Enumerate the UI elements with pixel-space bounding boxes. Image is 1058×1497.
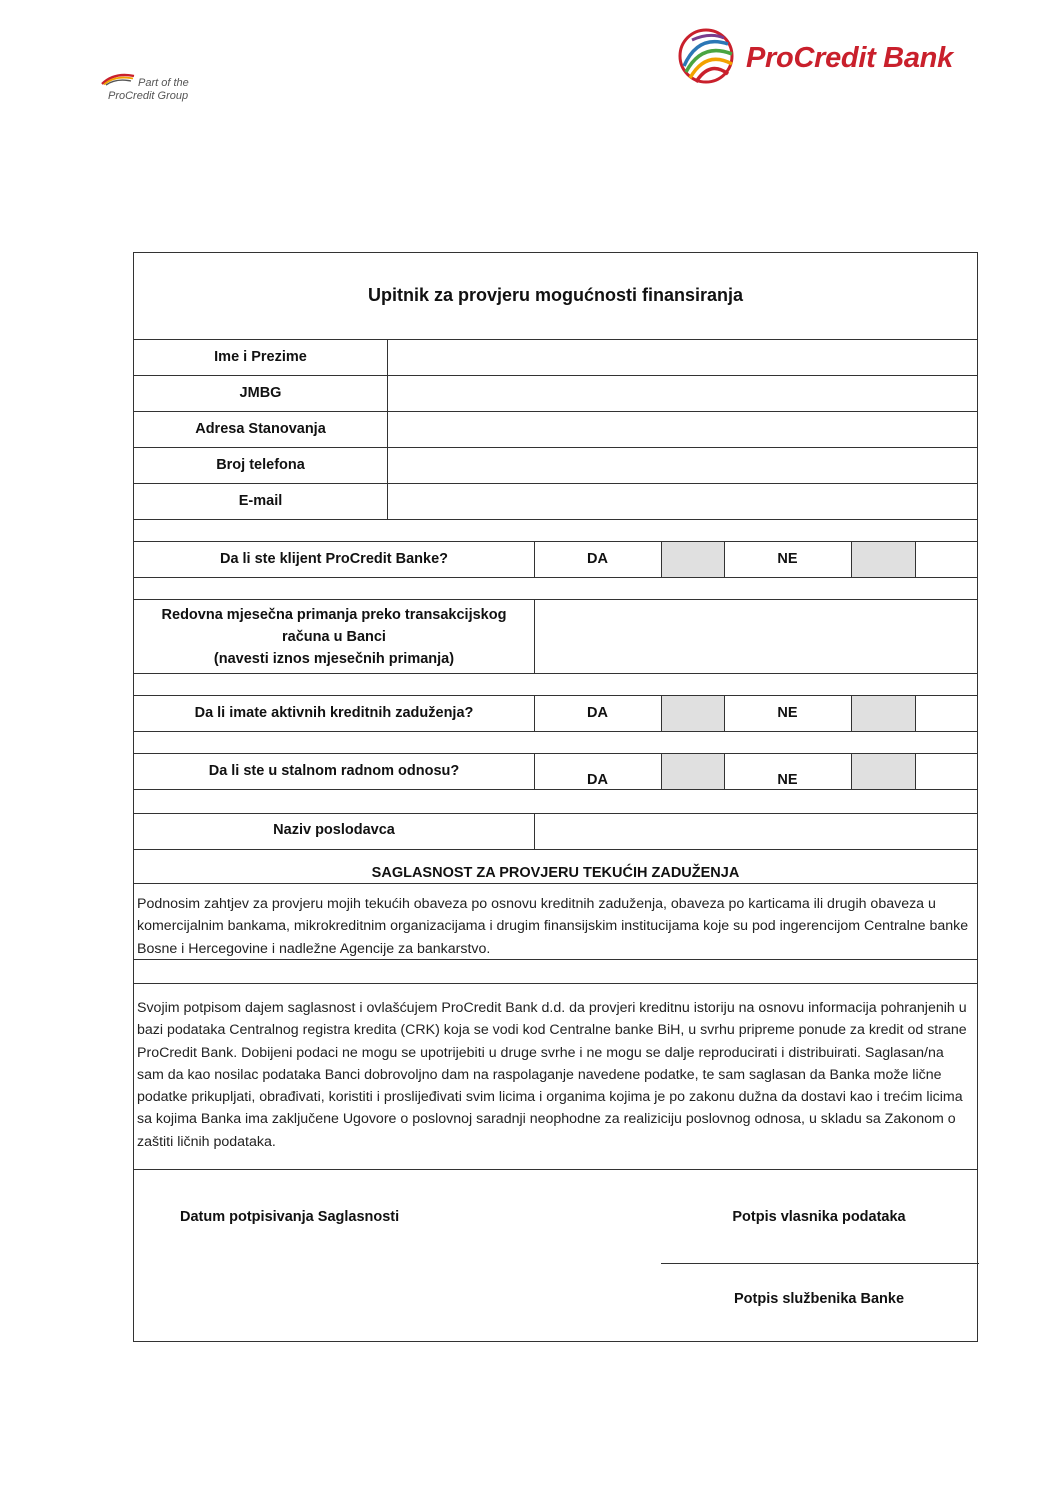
label-address: Adresa Stanovanja (195, 421, 326, 437)
bank-globe-icon (676, 26, 740, 86)
income-input[interactable] (536, 601, 977, 672)
group-tagline-line2: ProCredit Group (108, 90, 189, 102)
address-input[interactable] (389, 413, 977, 446)
income-label-line2: računa u Banci (282, 629, 386, 645)
label-email: E-mail (238, 493, 283, 509)
bank-name: ProCredit Bank (746, 42, 953, 74)
officer-signature-label: Potpis službenika Banke (733, 1291, 905, 1307)
signature-date-field[interactable] (174, 1233, 474, 1293)
employment-no-checkbox[interactable] (852, 754, 915, 789)
group-tagline-line1: Part of the (138, 77, 189, 89)
income-label-line3: (navesti iznos mjesečnih primanja) (213, 651, 455, 667)
employment-yes-checkbox[interactable] (662, 754, 724, 789)
phone-input[interactable] (389, 449, 977, 482)
employment-yes-label: DA (587, 772, 608, 788)
client-yes-label: DA (587, 551, 608, 567)
label-jmbg: JMBG (239, 385, 282, 401)
question-loans: Da li imate aktivnih kreditnih zaduženja? (194, 705, 474, 721)
consent-title: SAGLASNOST ZA PROVJERU TEKUĆIH ZADUŽENJA (371, 865, 740, 881)
owner-signature-line[interactable] (661, 1263, 979, 1264)
client-no-label: NE (777, 551, 798, 567)
loans-no-checkbox[interactable] (852, 696, 915, 731)
label-name: Ime i Prezime (214, 349, 307, 365)
form-title: Upitnik za provjeru mogućnosti finansiranja (367, 285, 744, 305)
procredit-group-logo (100, 72, 210, 106)
name-input[interactable] (389, 341, 977, 374)
income-label-line1: Redovna mjesečna primanja preko transakcijskog (161, 607, 507, 623)
label-phone: Broj telefona (216, 457, 305, 473)
client-yes-checkbox[interactable] (662, 542, 724, 577)
consent-paragraph-1: Podnosim zahtjev za provjeru mojih tekućih obaveza po osnovu kreditnih zaduženja, obaveza po karticama ili drugih obaveza u komercijalnim bankama, mikrokreditnim organizacijama i drugim finansijskim institucijama koje su pod ingerencijom Centralne banke Bosne i Hercegovine i nadležne Agencije za bankarstvo. (137, 896, 969, 957)
loans-yes-label: DA (587, 705, 608, 721)
email-input[interactable] (389, 485, 977, 518)
employer-input[interactable] (536, 815, 977, 848)
procredit-bank-logo (676, 26, 956, 86)
client-no-checkbox[interactable] (852, 542, 915, 577)
label-employer: Naziv poslodavca (273, 822, 395, 838)
consent-paragraph-2: Svojim potpisom dajem saglasnost i ovlašćujem ProCredit Bank d.d. da provjeri kreditnu istoriju na osnovu informacija pohranjenih u bazi podataka Centralnog registra kredita (CRK) koja se vodi kod Centralne banke BiH, u svrhu pripreme ponude za kredit od strane ProCredit Bank. Dobijeni podaci ne mogu se upotrijebiti u druge svrhe i ne mogu se dalje reproducirati i distribuirati. Saglasan/na sam da kao nosilac podataka Banci dobrovoljno dam na raspolaganje navedene podatke, te sam saglasan da Banka može lične podatke prikupljati, obrađivati, koristiti i proslijeđivati svim licima i organima kojima je po zakonu dužna da dostavi kao i trećim licima sa kojima Banka ima zaključene Ugovore o poslovnoj saradnji neophodne za realiziciju poslovnog odnosa, u skladu sa Zakonom o zaštiti ličnih podataka. (137, 1000, 967, 1150)
financing-questionnaire-form (133, 252, 978, 1342)
loans-no-label: NE (777, 705, 798, 721)
signature-date-label: Datum potpisivanja Saglasnosti (180, 1209, 400, 1225)
question-employment: Da li ste u stalnom radnom odnosu? (208, 763, 460, 779)
jmbg-input[interactable] (389, 377, 977, 410)
employment-no-label: NE (777, 772, 798, 788)
owner-signature-label: Potpis vlasnika podataka (732, 1209, 906, 1225)
loans-yes-checkbox[interactable] (662, 696, 724, 731)
question-client: Da li ste klijent ProCredit Banke? (219, 551, 449, 567)
